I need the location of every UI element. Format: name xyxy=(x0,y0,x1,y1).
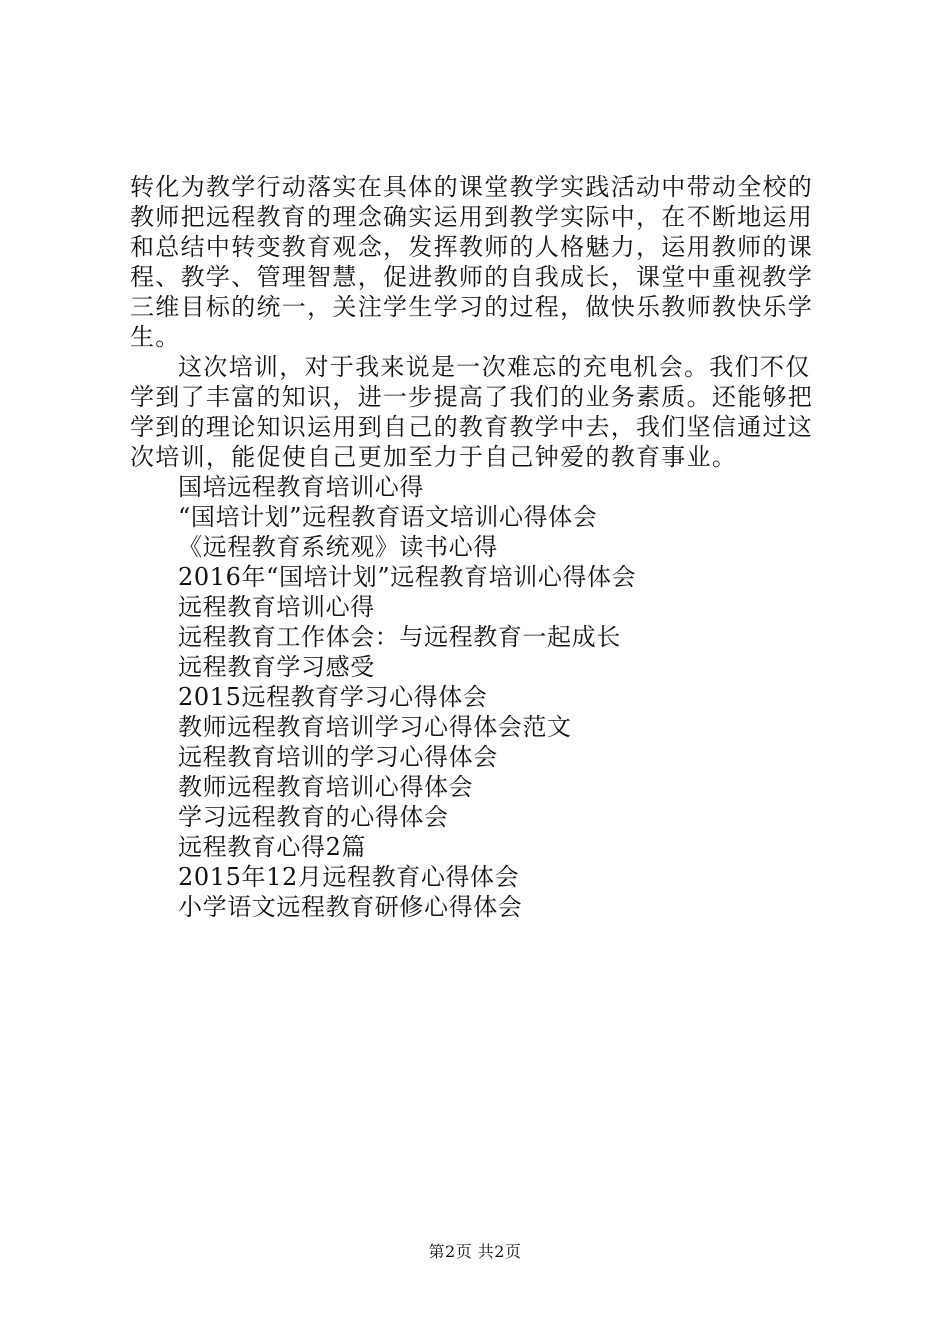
related-title: 远程教育心得2篇 xyxy=(178,833,367,861)
related-title: 教师远程教育培训学习心得体会范文 xyxy=(178,713,572,741)
related-title: 国培远程教育培训心得 xyxy=(178,473,424,501)
related-titles-list xyxy=(130,472,830,922)
related-title: 远程教育学习感受 xyxy=(178,653,375,681)
document-body xyxy=(130,172,830,922)
related-title: 教师远程教育培训心得体会 xyxy=(178,773,474,801)
paragraph-line: 次培训，能促使自己更加至力于自己钟爱的教育事业。 xyxy=(130,443,738,471)
related-title: 2015远程教育学习心得体会 xyxy=(178,683,488,711)
related-title: 2016年“国培计划”远程教育培训心得体会 xyxy=(178,563,637,591)
paragraph-training-reflection xyxy=(130,352,830,472)
paragraph-line: 生。 xyxy=(130,323,181,351)
related-title: 远程教育培训心得 xyxy=(178,593,375,621)
page-number-label: 第2页 共2页 xyxy=(428,1242,522,1261)
paragraph-line: 转化为教学行动落实在具体的课堂教学实践活动中带动全校的 xyxy=(130,173,814,201)
related-title: 学习远程教育的心得体会 xyxy=(178,803,449,831)
paragraph-line: 学到了丰富的知识，进一步提高了我们的业务素质。还能够把 xyxy=(130,383,814,411)
related-title: 远程教育工作体会：与远程教育一起成长 xyxy=(178,623,621,651)
related-title: 远程教育培训的学习心得体会 xyxy=(178,743,498,771)
paragraph-line: 程、教学、管理智慧，促进教师的自我成长，课堂中重视教学 xyxy=(130,263,814,291)
related-title: 2015年12月远程教育心得体会 xyxy=(178,863,520,891)
page-footer xyxy=(0,1242,950,1262)
paragraph-line: 学到的理论知识运用到自己的教育教学中去，我们坚信通过这 xyxy=(130,413,814,441)
paragraph-line: 这次培训，对于我来说是一次难忘的充电机会。我们不仅 xyxy=(178,353,811,381)
paragraph-continuation xyxy=(130,172,830,352)
paragraph-line: 教师把远程教育的理念确实运用到教学实际中，在不断地运用 xyxy=(130,203,814,231)
related-title: “国培计划”远程教育语文培训心得体会 xyxy=(178,503,598,531)
related-title: 《远程教育系统观》读书心得 xyxy=(178,533,498,561)
paragraph-line: 三维目标的统一，关注学生学习的过程，做快乐教师教快乐学 xyxy=(130,293,814,321)
related-title: 小学语文远程教育研修心得体会 xyxy=(178,893,523,921)
paragraph-line: 和总结中转变教育观念，发挥教师的人格魅力，运用教师的课 xyxy=(130,233,814,261)
